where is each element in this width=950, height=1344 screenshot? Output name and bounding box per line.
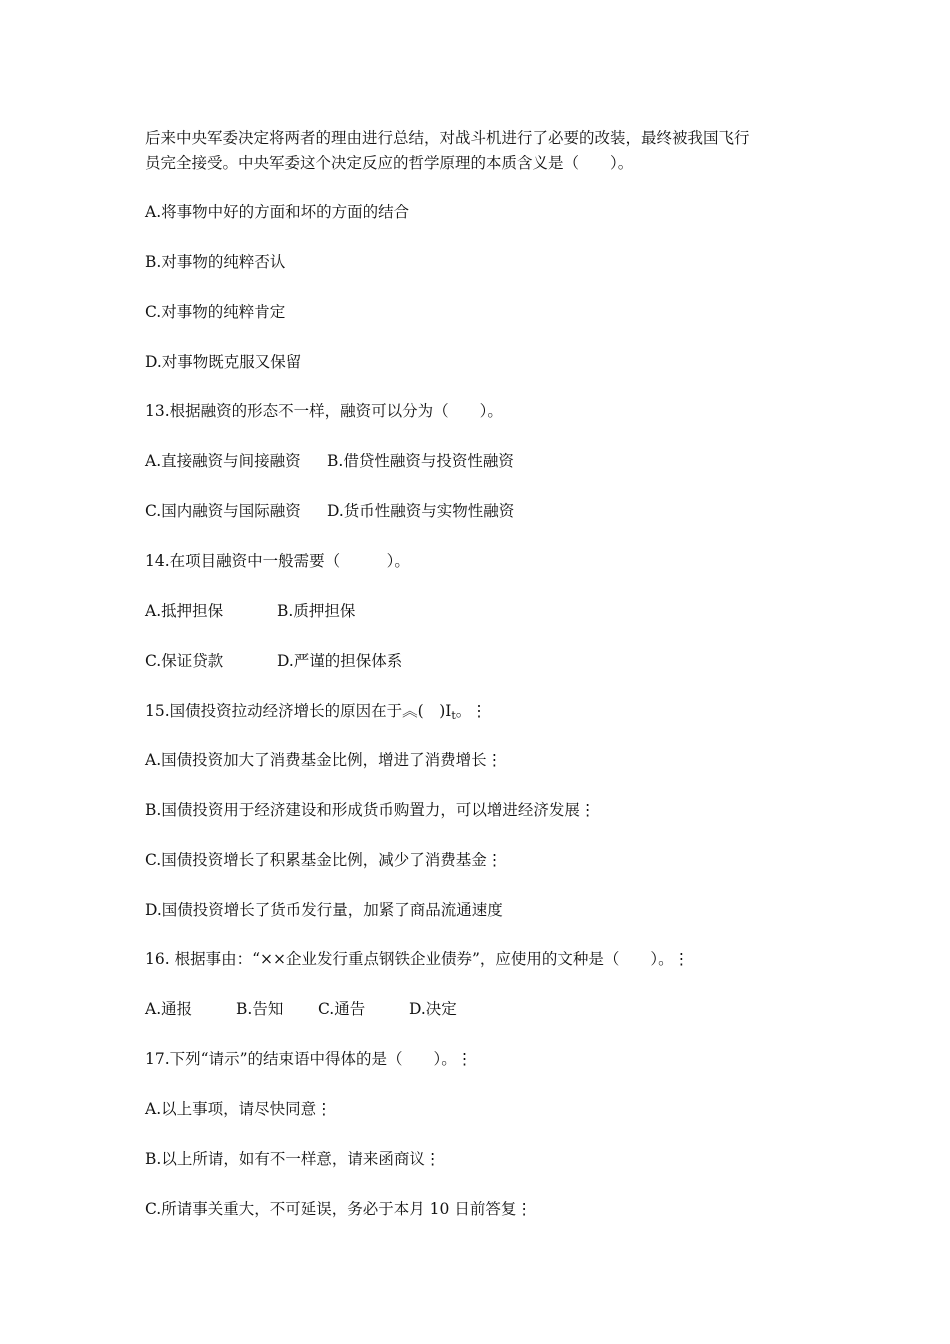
q17-option-a: A.以上事项，请尽快同意⋮ [145, 1100, 332, 1118]
q12-option-c: C.对事物的纯粹肯定 [145, 303, 286, 321]
q15-option-b: B.国债投资用于经济建设和形成货币购置力，可以增进经济发展⋮ [145, 801, 596, 819]
q14-options-row-1 [145, 599, 825, 624]
q15-option-a: A.国债投资加大了消费基金比例，增进了消费增长⋮ [145, 751, 503, 769]
q15-stem-subscript: t [451, 709, 456, 722]
intro-line-2: 员完全接受。中央军委这个决定反应的哲学原理的本质含义是（ ）。 [145, 154, 634, 172]
q15-stem-text: 15.国债投资拉动经济增长的原因在于 [145, 702, 403, 720]
q16-option-b: B.告知 [236, 1000, 284, 1018]
q12-option-a: A.将事物中好的方面和坏的方面的结合 [145, 203, 410, 221]
q13-options-row-2 [145, 499, 825, 524]
q16-option-a: A.通报 [145, 1000, 193, 1018]
q16-stem: 16. 根据事由：“××企业发行重点钢铁企业债券”，应使用的文种是（ ）。⋮ [145, 950, 690, 968]
q13-option-d: D.货币性融资与实物性融资 [327, 502, 515, 520]
q12-option-d: D.对事物既克服又保留 [145, 353, 302, 371]
q15-option-d: D.国债投资增长了货币发行量，加紧了商品流通速度 [145, 901, 503, 919]
q13-option-a: A.直接融资与间接融资 [145, 452, 301, 470]
q15-option-c: C.国债投资增长了积累基金比例，减少了消费基金⋮ [145, 851, 503, 869]
q16-option-d: D.决定 [409, 1000, 457, 1018]
q13-option-c: C.国内融资与国际融资 [145, 502, 301, 520]
q13-options-row-1 [145, 449, 825, 474]
q13-option-b: B.借贷性融资与投资性融资 [327, 452, 514, 470]
q17-option-c: C.所请事关重大，不可延误，务必于本月 10 日前答复⋮ [145, 1200, 532, 1218]
q14-option-a: A.抵押担保 [145, 602, 224, 620]
q17-option-b: B.以上所请，如有不一样意，请来函商议⋮ [145, 1150, 441, 1168]
q17-stem: 17.下列“请示”的结束语中得体的是（ ）。⋮ [145, 1050, 473, 1068]
q14-option-d: D.严谨的担保体系 [277, 652, 403, 670]
q16-options-row [145, 997, 825, 1022]
q15-stem-glyph: ︽( )I [402, 702, 452, 720]
q15-stem-end: 。⋮ [455, 702, 487, 720]
q13-stem: 13.根据融资的形态不一样，融资可以分为（ ）。 [145, 402, 503, 420]
intro-line-1: 后来中央军委决定将两者的理由进行总结，对战斗机进行了必要的改装，最终被我国飞行 [145, 129, 750, 147]
q14-options-row-2 [145, 649, 825, 674]
q16-option-c: C.通告 [318, 1000, 366, 1018]
q14-option-b: B.质押担保 [277, 602, 356, 620]
q12-option-b: B.对事物的纯粹否认 [145, 253, 286, 271]
q14-option-c: C.保证贷款 [145, 652, 224, 670]
q15-stem [145, 699, 825, 728]
q14-stem: 14.在项目融资中一般需要（ ）。 [145, 552, 410, 570]
